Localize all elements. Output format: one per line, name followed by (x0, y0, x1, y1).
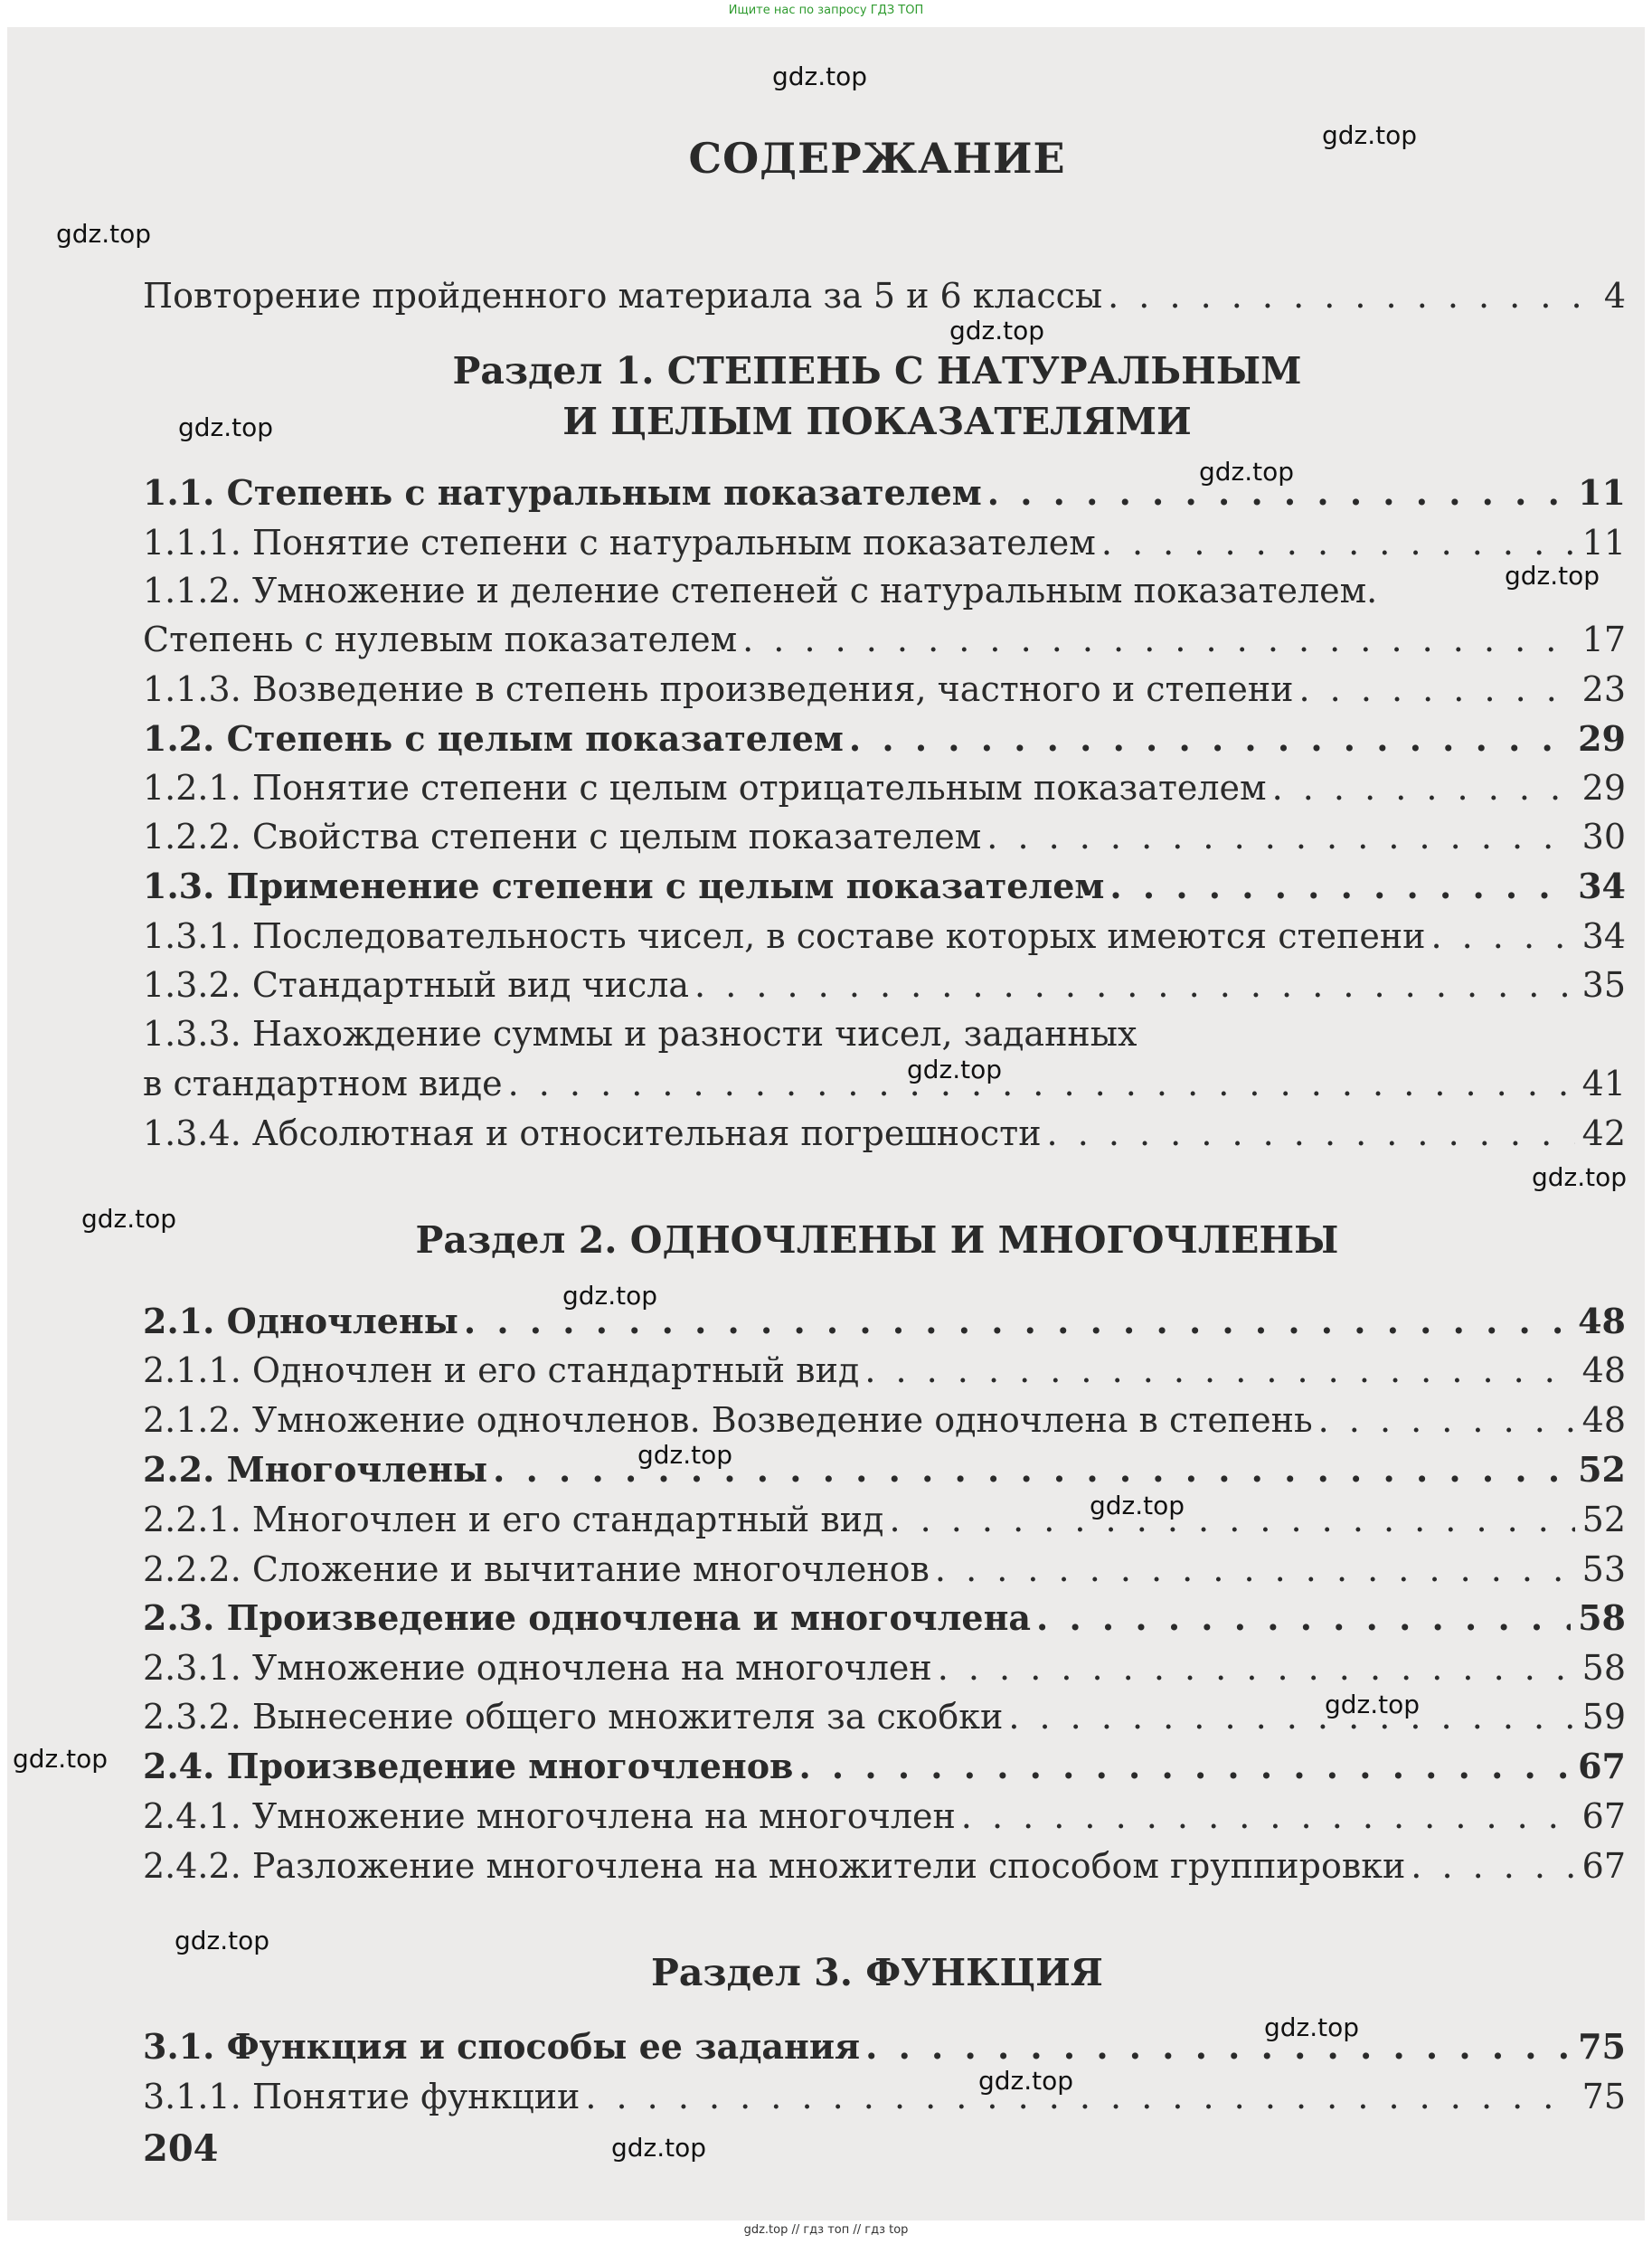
toc-page-number: 29 (1578, 718, 1626, 759)
toc-entry-label: 2.2.2. Сложение и вычитание многочленов (143, 1549, 930, 1589)
dot-leader (883, 1497, 1574, 1542)
watermark: gdz.top (1532, 1162, 1628, 1192)
toc-entry-label: 3.1.1. Понятие функции (143, 2077, 581, 2116)
toc-entry-3-1[interactable] (143, 2024, 1626, 2069)
watermark: gdz.top (907, 1055, 1003, 1084)
toc-page-number: 48 (1581, 1350, 1626, 1390)
toc-entry-1-1-2[interactable] (143, 617, 1626, 662)
toc-page-number: 11 (1581, 523, 1626, 563)
toc-entry-label: 1.3.4. Абсолютная и относительная погрешности (143, 1113, 1042, 1153)
dot-leader (1042, 1111, 1575, 1156)
toc-page-number: 52 (1578, 1449, 1626, 1490)
toc-entry-1-3-1[interactable] (143, 914, 1626, 959)
toc-entry-label: 1.3.2. Стандартный вид числа (143, 965, 690, 1005)
dot-leader (1104, 864, 1571, 909)
toc-entry-label: 1.3.1. Последовательность чисел, в составе которых имеются степени (143, 916, 1426, 956)
dot-leader (932, 1645, 1575, 1690)
toc-page-number: 59 (1581, 1697, 1626, 1737)
toc-page-number: 67 (1581, 1846, 1626, 1886)
toc-entry-label: 2.1.1. Одночлен и его стандартный вид (143, 1350, 860, 1390)
watermark: gdz.top (1264, 2012, 1360, 2042)
watermark: gdz.top (81, 1204, 177, 1234)
toc-page-number: 48 (1578, 1301, 1626, 1341)
toc-entry-label: 1.2.1. Понятие степени с целым отрицательным показателем (143, 768, 1267, 808)
watermark: gdz.top (772, 62, 868, 91)
section-2-heading: Раздел 2. ОДНОЧЛЕНЫ И МНОГОЧЛЕНЫ (415, 1218, 1339, 1262)
toc-entry-2-1[interactable] (143, 1299, 1626, 1344)
dot-leader (737, 617, 1575, 662)
bottom-banner: gdz.top // гдз топ // гдз top (743, 2223, 909, 2237)
section-1-heading-line2: И ЦЕЛЫМ ПОКАЗАТЕЛЯМИ (562, 400, 1192, 443)
toc-entry-label: 2.4.1. Умножение многочлена на многочлен (143, 1796, 956, 1836)
toc-page-number: 34 (1581, 916, 1626, 956)
toc-page-number: 58 (1578, 1597, 1626, 1638)
page-number: 204 (143, 2127, 219, 2170)
toc-page-number: 41 (1581, 1064, 1626, 1103)
toc-entry-review[interactable] (143, 273, 1626, 318)
toc-page-number: 52 (1581, 1500, 1626, 1539)
toc-entry-label: 3.1. Функция и способы ее задания (143, 2026, 861, 2067)
toc-entry-label: 1.1. Степень с натуральным показателем (143, 472, 982, 513)
toc-page-number: 4 (1603, 276, 1626, 316)
toc-entry-label: 1.1.3. Возведение в степень произведения, частного и степени (143, 669, 1294, 709)
section-3-heading: Раздел 3. ФУНКЦИЯ (651, 1951, 1103, 1994)
toc-entry-2-3[interactable] (143, 1595, 1626, 1641)
toc-entry-1-1[interactable] (143, 470, 1626, 516)
toc-entry-label: 1.1.1. Понятие степени с натуральным показателем (143, 523, 1096, 563)
toc-page-number: 34 (1578, 866, 1626, 906)
dot-leader (1102, 273, 1597, 318)
toc-entry-1-3-4[interactable] (143, 1111, 1626, 1156)
dot-leader (1313, 1397, 1575, 1443)
toc-entry-label: 2.4. Произведение многочленов (143, 1746, 794, 1786)
top-banner: Ищите нас по запросу ГДЗ ТОП (728, 4, 924, 17)
dot-leader (981, 814, 1574, 859)
watermark: gdz.top (978, 2066, 1074, 2096)
toc-entry-2-4-2[interactable] (143, 1843, 1626, 1889)
toc-page-number: 67 (1578, 1746, 1626, 1786)
dot-leader (1405, 1843, 1574, 1889)
dot-leader (860, 2024, 1571, 2069)
toc-entry-label: 2.2.1. Многочлен и его стандартный вид (143, 1500, 884, 1539)
toc-entry-2-2-2[interactable] (143, 1547, 1626, 1592)
toc-page-number: 35 (1581, 965, 1626, 1005)
toc-entry-2-2-1[interactable] (143, 1497, 1626, 1542)
toc-entry-label: 2.1. Одночлены (143, 1301, 458, 1341)
toc-entry-label: Повторение пройденного материала за 5 и 6 классы (143, 276, 1103, 316)
toc-page-number: 11 (1578, 472, 1626, 513)
toc-page-number: 30 (1581, 817, 1626, 857)
toc-entry-1-3-3-line1[interactable]: 1.3.3. Нахождение суммы и разности чисел, заданных (143, 1014, 1138, 1054)
toc-entry-2-3-1[interactable] (143, 1645, 1626, 1690)
dot-leader (580, 2074, 1574, 2119)
toc-entry-label: 2.2. Многочлены (143, 1449, 488, 1490)
dot-leader (956, 1794, 1575, 1839)
toc-entry-2-4[interactable] (143, 1744, 1626, 1789)
dot-leader (1267, 765, 1575, 810)
watermark: gdz.top (1325, 1690, 1421, 1719)
toc-page-number: 29 (1581, 768, 1626, 808)
dot-leader (1425, 914, 1574, 959)
watermark: gdz.top (1199, 457, 1295, 487)
toc-entry-1-1-2-line1[interactable]: 1.1.2. Умножение и деление степеней с натуральным показателем. (143, 571, 1378, 611)
watermark: gdz.top (949, 316, 1045, 346)
dot-leader (1294, 667, 1575, 712)
toc-page-number: 67 (1581, 1796, 1626, 1836)
watermark: gdz.top (178, 412, 274, 442)
watermark: gdz.top (562, 1281, 658, 1311)
toc-entry-label: 2.1.2. Умножение одночленов. Возведение одночлена в степень (143, 1400, 1313, 1440)
dot-leader (503, 1061, 1575, 1106)
watermark: gdz.top (611, 2133, 707, 2163)
toc-entry-1-2-1[interactable] (143, 765, 1626, 810)
toc-entry-2-2[interactable] (143, 1447, 1626, 1492)
dot-leader (689, 962, 1575, 1008)
toc-entry-label: 1.2.2. Свойства степени с целым показателем (143, 817, 982, 857)
toc-page-number: 48 (1581, 1400, 1626, 1440)
dot-leader (1003, 1694, 1574, 1739)
toc-page-number: 75 (1578, 2026, 1626, 2067)
toc-page-number: 23 (1581, 669, 1626, 709)
toc-page-number: 42 (1581, 1113, 1626, 1153)
toc-entry-1-2[interactable] (143, 716, 1626, 762)
toc-entry-label: 2.3.2. Вынесение общего множителя за скобки (143, 1697, 1004, 1737)
toc-entry-2-1-1[interactable] (143, 1348, 1626, 1393)
toc-page-number: 17 (1581, 620, 1626, 659)
watermark: gdz.top (1505, 561, 1600, 591)
toc-entry-label: Степень с нулевым показателем (143, 620, 738, 659)
toc-entry-2-4-1[interactable] (143, 1794, 1626, 1839)
toc-entry-3-1-1[interactable] (143, 2074, 1626, 2119)
dot-leader (793, 1744, 1571, 1789)
page-title: СОДЕРЖАНИЕ (688, 134, 1066, 183)
dot-leader (1031, 1595, 1571, 1641)
toc-entry-1-2-2[interactable] (143, 814, 1626, 859)
toc-entry-label: 1.2. Степень с целым показателем (143, 718, 844, 759)
watermark: gdz.top (13, 1744, 109, 1774)
toc-entry-2-1-2[interactable] (143, 1397, 1626, 1443)
toc-entry-1-1-3[interactable] (143, 667, 1626, 712)
dot-leader (859, 1348, 1574, 1393)
toc-page-number: 75 (1581, 2077, 1626, 2116)
toc-entry-1-1-1[interactable] (143, 520, 1626, 565)
toc-entry-label: 2.3.1. Умножение одночлена на многочлен (143, 1648, 932, 1688)
dot-leader (844, 716, 1571, 762)
watermark: gdz.top (637, 1440, 733, 1470)
toc-entry-1-3-2[interactable] (143, 962, 1626, 1008)
toc-entry-label: 2.3. Произведение одночлена и многочлена (143, 1597, 1032, 1638)
dot-leader (930, 1547, 1575, 1592)
toc-entry-1-3-3[interactable] (143, 1061, 1626, 1106)
watermark: gdz.top (175, 1926, 270, 1955)
toc-entry-label: 1.3. Применение степени с целым показателем (143, 866, 1105, 906)
toc-page-number: 58 (1581, 1648, 1626, 1688)
toc-page-number: 53 (1581, 1549, 1626, 1589)
watermark: gdz.top (1322, 120, 1418, 150)
toc-entry-label: 2.4.2. Разложение многочлена на множители способом группировки (143, 1846, 1406, 1886)
section-1-heading-line1: Раздел 1. СТЕПЕНЬ С НАТУРАЛЬНЫМ (452, 349, 1302, 393)
watermark: gdz.top (1090, 1491, 1185, 1520)
watermark: gdz.top (56, 219, 152, 249)
toc-entry-label: в стандартном виде (143, 1064, 503, 1103)
dot-leader (1096, 520, 1575, 565)
toc-entry-1-3[interactable] (143, 864, 1626, 909)
